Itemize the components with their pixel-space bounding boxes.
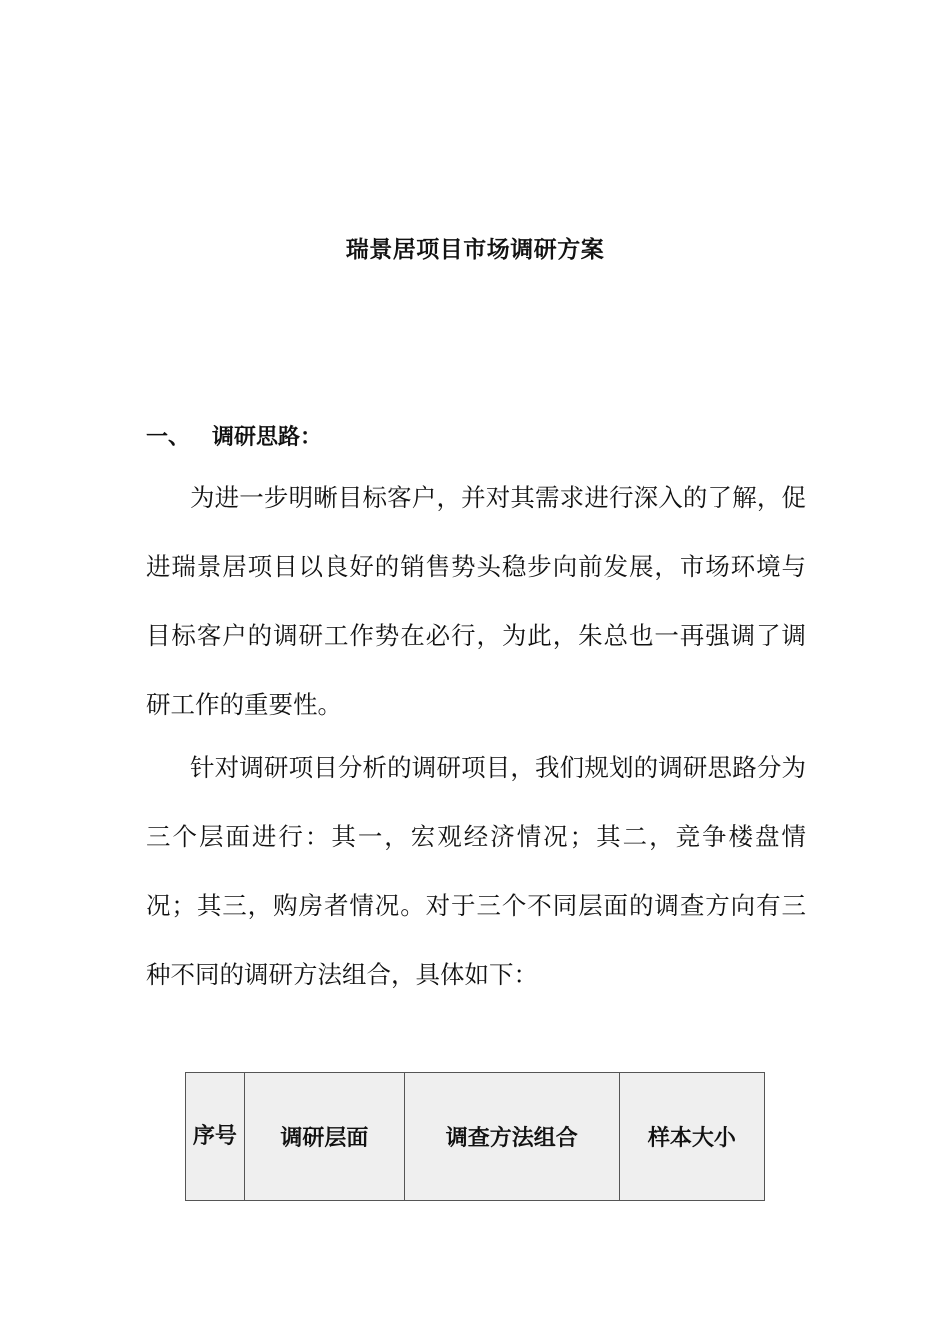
paragraph-research-approach: 针对调研项目分析的调研项目，我们规划的调研思路分为三个层面进行：其一，宏观经济情况；其二，竞争楼盘情况；其三，购房者情况。对于三个不同层面的调查方向有三种不同的调研方法组合，具体如下： bbox=[146, 753, 806, 989]
research-method-table bbox=[185, 1072, 765, 1201]
section-number: 一、 bbox=[146, 425, 191, 450]
section-title: 调研思路： bbox=[212, 425, 323, 450]
header-cell-seq: 序号 bbox=[186, 1073, 245, 1201]
header-cell-sample-size: 样本大小 bbox=[619, 1073, 764, 1201]
table-header-row bbox=[186, 1073, 765, 1201]
header-cell-level: 调研层面 bbox=[244, 1073, 404, 1201]
section-heading bbox=[146, 420, 322, 456]
paragraph-research-purpose: 为进一步明晰目标客户，并对其需求进行深入的了解，促进瑞景居项目以良好的销售势头稳步向前发展，市场环境与目标客户的调研工作势在必行，为此，朱总也一再强调了调研工作的重要性。 bbox=[146, 483, 806, 719]
header-cell-method: 调查方法组合 bbox=[404, 1073, 619, 1201]
document-title: 瑞景居项目市场调研方案 bbox=[345, 237, 605, 263]
